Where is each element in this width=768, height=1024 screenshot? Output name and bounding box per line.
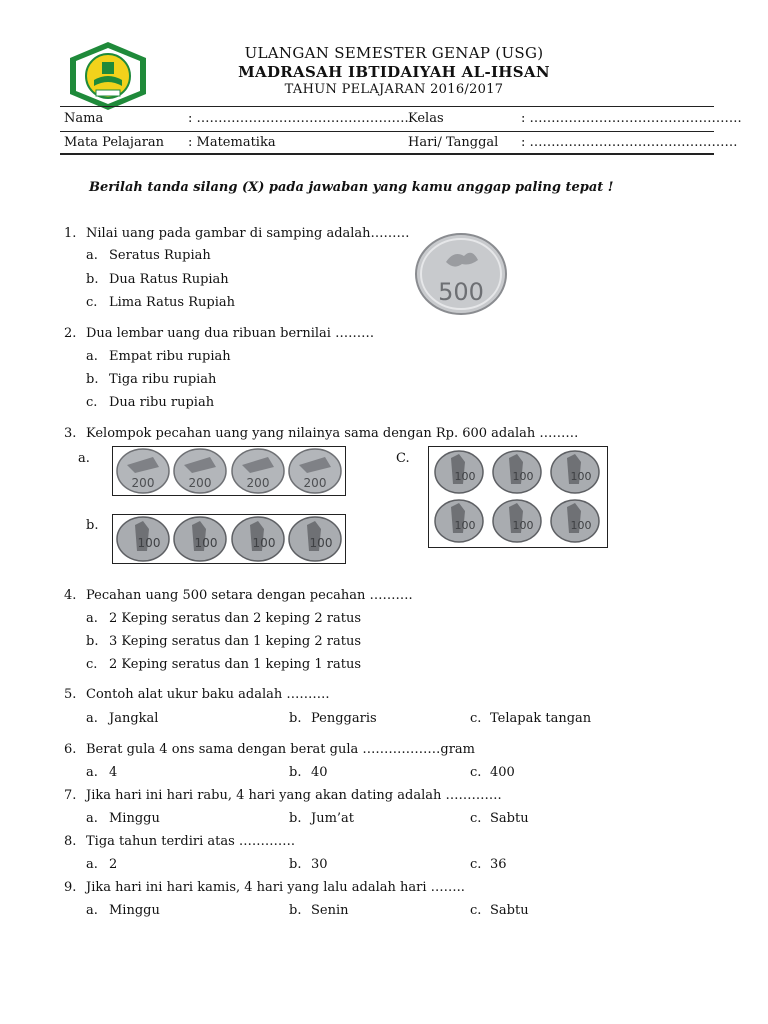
q2-text: Dua lembar uang dua ribuan bernilai ……… xyxy=(86,326,375,341)
coin-100-c4: 100 xyxy=(454,519,476,532)
q6-option-b: 40 xyxy=(311,765,328,780)
q3-option-c-letter: C. xyxy=(396,451,410,466)
q6-number: 6. xyxy=(64,742,77,757)
q7-option-b: Jum’at xyxy=(311,811,355,826)
coin-500-value: 500 xyxy=(438,278,484,306)
header-divider-mid xyxy=(60,131,714,132)
q8-text: Tiga tahun terdiri atas …………. xyxy=(86,834,296,849)
q8-option-b-letter: b. xyxy=(289,857,302,872)
q3-option-b-letter: b. xyxy=(86,518,99,533)
q6-text: Berat gula 4 ons sama dengan berat gula ………………gram xyxy=(86,742,475,757)
q4-option-a-letter: a. xyxy=(86,611,98,626)
coin-200-a3: 200 xyxy=(246,476,270,490)
q7-option-a-letter: a. xyxy=(86,811,98,826)
q5-option-a-letter: a. xyxy=(86,711,98,726)
q5-text: Contoh alat ukur baku adalah ………. xyxy=(86,687,330,702)
q9-option-a-letter: a. xyxy=(86,903,98,918)
q7-number: 7. xyxy=(64,788,77,803)
q3-option-a-coins xyxy=(112,446,346,496)
coin-100-c1: 100 xyxy=(454,470,476,483)
q4-option-a: 2 Keping seratus dan 2 keping 2 ratus xyxy=(109,611,361,626)
q3-option-b-coins xyxy=(112,514,346,564)
coin-100-c2: 100 xyxy=(512,470,534,483)
q7-option-c-letter: c. xyxy=(470,811,482,826)
q2-option-b: Tiga ribu rupiah xyxy=(109,372,217,387)
q6-option-c-letter: c. xyxy=(470,765,482,780)
header-divider-top xyxy=(60,106,714,107)
q5-option-b-letter: b. xyxy=(289,711,302,726)
q2-option-c-letter: c. xyxy=(86,395,98,410)
coin-500-icon xyxy=(414,232,508,316)
school-name: MADRASAH IBTIDAIYAH AL-IHSAN xyxy=(238,63,550,81)
kelas-value: : …………………………………………. xyxy=(521,111,742,126)
coins-200-icon xyxy=(113,447,345,495)
coins-100-icon xyxy=(113,515,345,563)
q5-option-c: Telapak tangan xyxy=(490,711,592,726)
q6-option-c: 400 xyxy=(490,765,515,780)
mapel-label: Mata Pelajaran xyxy=(64,135,165,150)
q9-text: Jika hari ini hari kamis, 4 hari yang lalu adalah hari …….. xyxy=(86,880,465,895)
q4-option-c-letter: c. xyxy=(86,657,98,672)
q4-option-c: 2 Keping seratus dan 1 keping 1 ratus xyxy=(109,657,361,672)
q1-option-b: Dua Ratus Rupiah xyxy=(109,272,229,287)
academic-year: TAHUN PELAJARAN 2016/2017 xyxy=(284,82,504,97)
q7-option-b-letter: b. xyxy=(289,811,302,826)
q9-option-c-letter: c. xyxy=(470,903,482,918)
coin-100-b1: 100 xyxy=(137,536,161,550)
coins-100-grid-icon xyxy=(429,447,607,547)
q5-option-a: Jangkal xyxy=(109,711,159,726)
instruction: Berilah tanda silang (X) pada jawaban yang kamu anggap paling tepat ! xyxy=(89,180,614,195)
q1-option-b-letter: b. xyxy=(86,272,99,287)
mapel-value: : Matematika xyxy=(188,135,276,150)
q3-option-a-letter: a. xyxy=(78,451,90,466)
coin-100-b2: 100 xyxy=(194,536,218,550)
q1-option-a: Seratus Rupiah xyxy=(109,248,211,263)
q7-option-a: Minggu xyxy=(109,811,160,826)
coin-100-c3: 100 xyxy=(570,470,592,483)
q9-option-a: Minggu xyxy=(109,903,160,918)
coin-100-c6: 100 xyxy=(570,519,592,532)
q2-option-a: Empat ribu rupiah xyxy=(109,349,231,364)
q8-number: 8. xyxy=(64,834,77,849)
q4-option-b: 3 Keping seratus dan 1 keping 2 ratus xyxy=(109,634,361,649)
q4-number: 4. xyxy=(64,588,77,603)
q4-text: Pecahan uang 500 setara dengan pecahan ………. xyxy=(86,588,413,603)
q1-number: 1. xyxy=(64,226,77,241)
coin-200-a1: 200 xyxy=(131,476,155,490)
q1-option-c: Lima Ratus Rupiah xyxy=(109,295,236,310)
q3-number: 3. xyxy=(64,426,77,441)
q5-number: 5. xyxy=(64,687,77,702)
q9-option-b-letter: b. xyxy=(289,903,302,918)
coin-100-b3: 100 xyxy=(252,536,276,550)
q7-option-c: Sabtu xyxy=(490,811,529,826)
q6-option-a: 4 xyxy=(109,765,118,780)
q4-option-b-letter: b. xyxy=(86,634,99,649)
nama-value: : …………………………………………. xyxy=(188,111,409,126)
q8-option-a: 2 xyxy=(109,857,118,872)
q2-option-c: Dua ribu rupiah xyxy=(109,395,215,410)
q5-option-b: Penggaris xyxy=(311,711,377,726)
q9-number: 9. xyxy=(64,880,77,895)
coin-200-a4: 200 xyxy=(303,476,327,490)
q1-option-c-letter: c. xyxy=(86,295,98,310)
nama-label: Nama xyxy=(64,111,104,126)
coin-200-a2: 200 xyxy=(188,476,212,490)
q5-option-c-letter: c. xyxy=(470,711,482,726)
q6-option-a-letter: a. xyxy=(86,765,98,780)
q6-option-b-letter: b. xyxy=(289,765,302,780)
q1-option-a-letter: a. xyxy=(86,248,98,263)
coin-100-b4: 100 xyxy=(309,536,333,550)
q2-option-b-letter: b. xyxy=(86,372,99,387)
q1-text: Nilai uang pada gambar di samping adalah……… xyxy=(86,226,410,241)
q9-option-b: Senin xyxy=(311,903,349,918)
q8-option-a-letter: a. xyxy=(86,857,98,872)
hari-value: : ………………………………………… xyxy=(521,135,738,150)
q7-text: Jika hari ini hari rabu, 4 hari yang akan dating adalah …………. xyxy=(86,788,502,803)
kelas-label: Kelas xyxy=(408,111,444,126)
q8-option-c: 36 xyxy=(490,857,507,872)
q2-number: 2. xyxy=(64,326,77,341)
q9-option-c: Sabtu xyxy=(490,903,529,918)
q8-option-b: 30 xyxy=(311,857,328,872)
q3-option-c-coins xyxy=(428,446,608,548)
hari-label: Hari/ Tanggal xyxy=(408,135,499,150)
q3-text: Kelompok pecahan uang yang nilainya sama dengan Rp. 600 adalah ……… xyxy=(86,426,579,441)
q8-option-c-letter: c. xyxy=(470,857,482,872)
exam-title: ULANGAN SEMESTER GENAP (USG) xyxy=(244,44,544,62)
header-divider-bottom xyxy=(60,153,714,155)
q2-option-a-letter: a. xyxy=(86,349,98,364)
coin-100-c5: 100 xyxy=(512,519,534,532)
